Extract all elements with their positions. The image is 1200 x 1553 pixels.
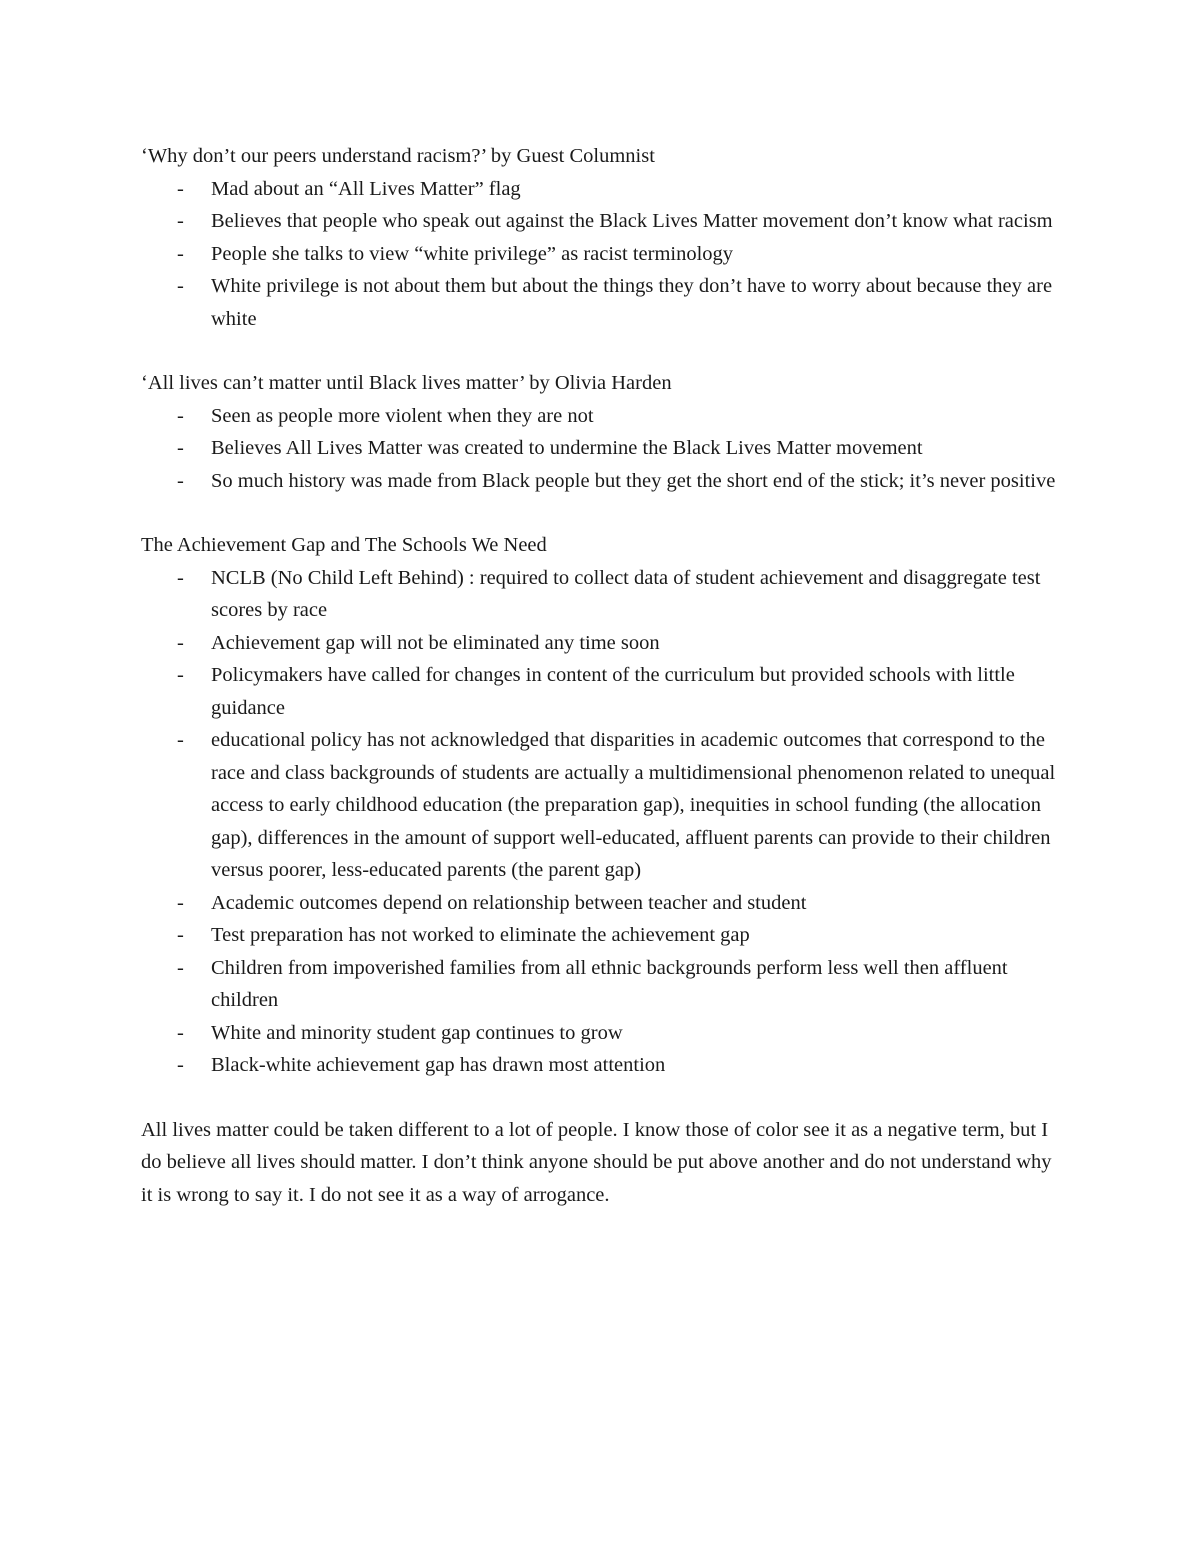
list-item xyxy=(141,919,1066,952)
list-item-text: White privilege is not about them but about the things they don’t have to worry about because they are white xyxy=(211,275,1053,330)
document-content xyxy=(141,140,1066,1211)
section-title: ‘All lives can’t matter until Black lives matter’ by Olivia Harden xyxy=(141,372,672,394)
list-item-text: Mad about an “All Lives Matter” flag xyxy=(211,177,521,200)
section-title: The Achievement Gap and The Schools We Need xyxy=(141,534,547,556)
list-item-text: Test preparation has not worked to eliminate the achievement gap xyxy=(211,924,750,946)
list-item xyxy=(141,1049,1066,1082)
bullet-dash: - xyxy=(177,1021,184,1044)
bullet-dash: - xyxy=(177,664,184,686)
bullet-dash: - xyxy=(177,924,184,946)
bullet-dash: - xyxy=(177,404,184,427)
bullet-list xyxy=(141,400,1066,498)
bullet-dash: - xyxy=(177,566,184,589)
bullet-dash: - xyxy=(177,210,184,232)
list-item-text: Achievement gap will not be eliminated any time soon xyxy=(211,631,660,654)
bullet-dash: - xyxy=(177,437,184,459)
list-item-text: Believes that people who speak out against the Black Lives Matter movement don’t know what racism xyxy=(211,210,1053,232)
list-item-text: People she talks to view “white privilege” as racist terminology xyxy=(211,242,734,265)
bullet-dash: - xyxy=(177,242,184,265)
list-item xyxy=(141,432,1066,465)
bullet-dash: - xyxy=(177,177,184,200)
list-item-text: Seen as people more violent when they are not xyxy=(211,404,594,427)
section-achievement-gap xyxy=(141,529,1066,1082)
closing-paragraph: All lives matter could be taken different to a lot of people. I know those of color see it as a negative term, but I do believe all lives should matter. I don’t think anyone should be put above another and do not understand why it is wrong to say it. I do not see it as a way of arrogance. xyxy=(141,1118,1052,1206)
bullet-dash: - xyxy=(177,275,184,297)
section-guest-columnist xyxy=(141,140,1066,335)
bullet-dash: - xyxy=(177,891,184,914)
list-item xyxy=(141,627,1066,660)
list-item xyxy=(141,238,1066,271)
section-title: ‘Why don’t our peers understand racism?’ by Guest Columnist xyxy=(141,145,655,167)
section-olivia-harden xyxy=(141,367,1066,497)
list-item-text: NCLB (No Child Left Behind) : required to collect data of student achievement and disaggregate test scores by race xyxy=(211,566,1041,621)
list-item-text: Academic outcomes depend on relationship between teacher and student xyxy=(211,891,807,914)
list-item-text: Children from impoverished families from all ethnic backgrounds perform less well then affluent children xyxy=(211,956,1008,1011)
list-item xyxy=(141,400,1066,433)
list-item-text: White and minority student gap continues to grow xyxy=(211,1021,623,1044)
list-item xyxy=(141,173,1066,206)
list-item xyxy=(141,659,1066,724)
list-item xyxy=(141,205,1066,238)
list-item-text: Policymakers have called for changes in content of the curriculum but provided schools with little guidance xyxy=(211,664,1015,719)
bullet-dash: - xyxy=(177,469,184,492)
list-item xyxy=(141,562,1066,627)
bullet-dash: - xyxy=(177,1054,184,1076)
list-item xyxy=(141,952,1066,1017)
list-item-text: Black-white achievement gap has drawn most attention xyxy=(211,1054,666,1076)
bullet-dash: - xyxy=(177,956,184,979)
list-item-text: Believes All Lives Matter was created to undermine the Black Lives Matter movement xyxy=(211,437,923,459)
list-item-text: So much history was made from Black people but they get the short end of the stick; it’s never positive xyxy=(211,469,1056,492)
list-item xyxy=(141,1017,1066,1050)
bullet-dash: - xyxy=(177,631,184,654)
list-item-text: educational policy has not acknowledged that disparities in academic outcomes that correspond to the race and class backgrounds of students are actually a multidimensional phenomenon related to unequal access to early childhood education (the preparation gap), inequities in school funding (the allocation gap), differences in the amount of support well-educated, affluent parents can provide to their children versus poorer, less-educated parents (the parent gap) xyxy=(211,729,1056,881)
list-item xyxy=(141,270,1066,335)
bullet-list xyxy=(141,173,1066,336)
list-item xyxy=(141,465,1066,498)
list-item xyxy=(141,724,1066,887)
list-item xyxy=(141,887,1066,920)
bullet-dash: - xyxy=(177,729,184,751)
bullet-list xyxy=(141,562,1066,1082)
